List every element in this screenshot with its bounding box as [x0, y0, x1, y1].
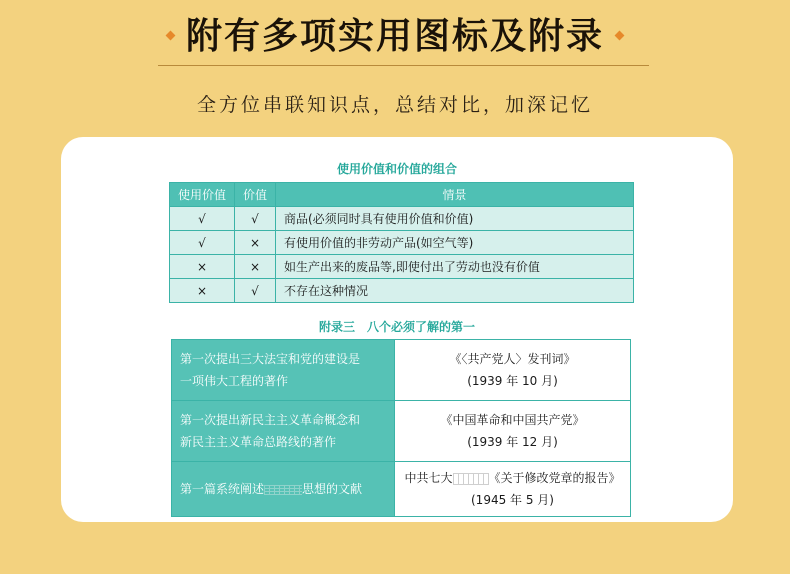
- table-row: [170, 207, 634, 231]
- table-cell: [172, 340, 395, 401]
- table-cell: [395, 401, 631, 462]
- table-cell: [172, 401, 395, 462]
- table-cell: √: [235, 207, 276, 231]
- cell-text: 第一篇系统阐述: [180, 482, 265, 496]
- table-cell: 有使用价值的非劳动产品(如空气等): [276, 231, 634, 255]
- table-cell: 不存在这种情况: [276, 279, 634, 303]
- cell-line: 《中国革命和中国共产党》: [440, 413, 585, 427]
- table-cell: √: [235, 279, 276, 303]
- table-cell: √: [170, 231, 235, 255]
- page-subtitle: 全方位串联知识点，总结对比，加深记忆: [196, 94, 593, 116]
- table1-title: 使用价值和价值的组合: [336, 162, 457, 176]
- table1-header: 情景: [276, 183, 634, 207]
- table1-header: 价值: [235, 183, 276, 207]
- table2-title: 附录三 八个必须了解的第一: [318, 320, 475, 334]
- header-divider: [158, 65, 649, 66]
- redaction-mark: [264, 485, 302, 495]
- table-cell: ×: [235, 231, 276, 255]
- cell-text: 中共七大: [404, 471, 453, 485]
- table-cell: √: [170, 207, 235, 231]
- cell-text: 思想的文献: [302, 482, 363, 496]
- table-cell: ×: [170, 255, 235, 279]
- table-row: [172, 340, 631, 401]
- table-row: [170, 231, 634, 255]
- table1-header: 使用价值: [170, 183, 235, 207]
- cell-line: 一项伟大工程的著作: [180, 374, 289, 388]
- cell-line: (1939 年 10 月): [467, 374, 558, 388]
- cell-line: (1945 年 5 月): [471, 493, 554, 507]
- title-text: 附有多项实用图标及附录: [185, 15, 604, 57]
- table-row: [172, 401, 631, 462]
- table-cell: [395, 462, 631, 517]
- value-combination-table: [169, 182, 634, 303]
- table-row: [170, 279, 634, 303]
- page-title: [0, 8, 790, 59]
- diamond-left-icon: [166, 30, 176, 40]
- table-cell: 如生产出来的废品等,即使付出了劳动也没有价值: [276, 255, 634, 279]
- table-cell: ×: [235, 255, 276, 279]
- firsts-table: [171, 339, 631, 517]
- cell-line: 第一次提出新民主主义革命概念和: [180, 413, 361, 427]
- table-row: [170, 255, 634, 279]
- cell-line: 新民主主义革命总路线的著作: [180, 435, 337, 449]
- cell-text: 《关于修改党章的报告》: [488, 471, 621, 485]
- table-cell: ×: [170, 279, 235, 303]
- table-cell: [395, 340, 631, 401]
- table-row: [172, 462, 631, 517]
- table-cell: [172, 462, 395, 517]
- content-card: [61, 137, 733, 522]
- cell-line: (1939 年 12 月): [467, 435, 558, 449]
- diamond-right-icon: [615, 30, 625, 40]
- cell-line: 《〈共产党人〉发刊词》: [449, 352, 576, 366]
- table-cell: 商品(必须同时具有使用价值和价值): [276, 207, 634, 231]
- cell-line: 第一次提出三大法宝和党的建设是: [180, 352, 361, 366]
- redaction-mark: [453, 473, 489, 485]
